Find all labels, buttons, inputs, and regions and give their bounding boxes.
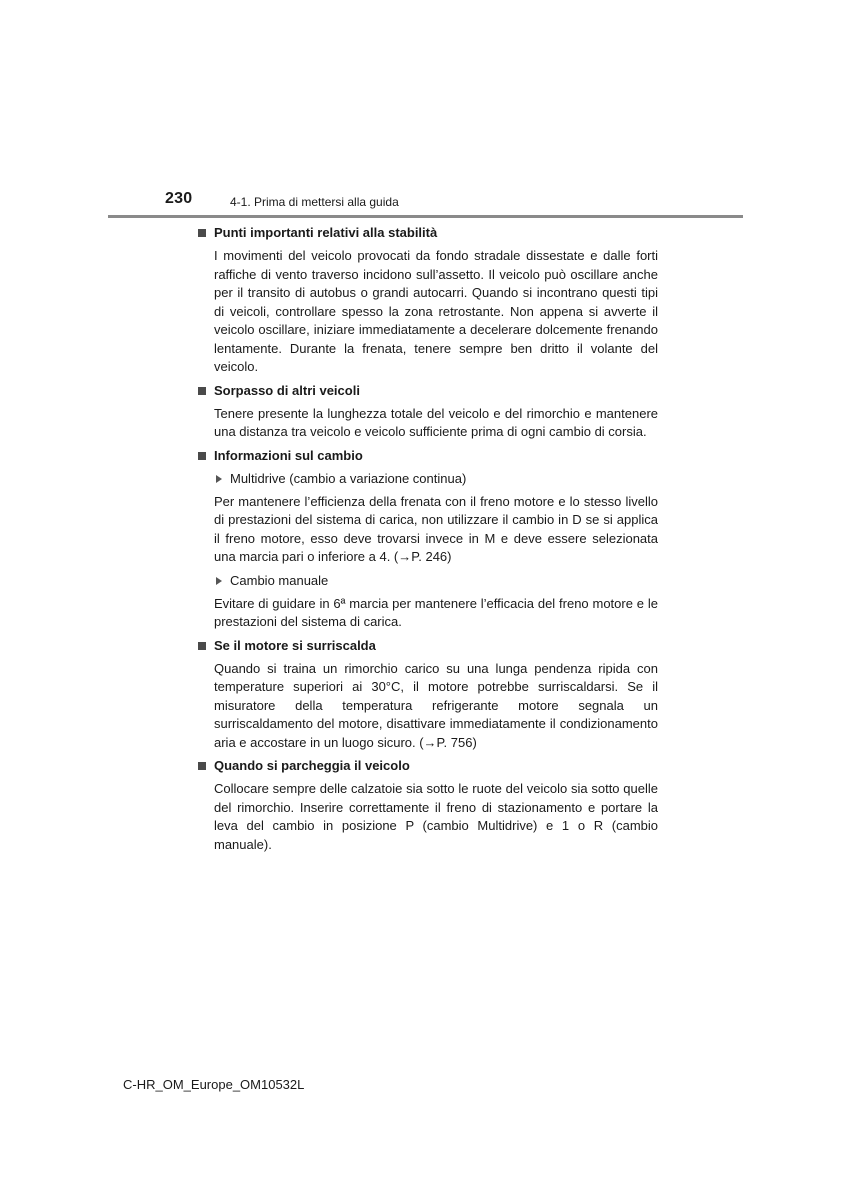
page-number: 230 (165, 190, 193, 207)
section-heading-text: Quando si parcheggia il veicolo (214, 758, 410, 773)
page-header (0, 0, 848, 220)
body-paragraph: Quando si traina un rimorchio carico su una lunga pendenza ripida con temperature superiori ai 30°C, il motore potrebbe surriscaldarsi. Se il misuratore della temperatura refrigerante motore segnala un surriscaldamento del motore, disattivare immediatamente il condizionamento aria e accostare in un luogo sicuro. (→P. 756) (214, 660, 658, 750)
square-bullet-icon (198, 387, 206, 395)
sub-bullet-text: Multidrive (cambio a variazione continua) (230, 470, 467, 486)
section-heading-text: Punti importanti relativi alla stabilità (214, 225, 438, 240)
body-paragraph: Tenere presente la lunghezza totale del veicolo e del rimorchio e mantenere una distanza tra veicolo e veicolo sufficiente prima di ogni cambio di corsia. (214, 405, 658, 439)
body-paragraph: Collocare sempre delle calzatoie sia sotto le ruote del veicolo sia sotto quelle del rimorchio. Inserire correttamente il freno di stazionamento e portare la leva del cambio in posizione P (cambio Multidrive) e 1 o R (cambio manuale). (214, 781, 658, 852)
square-bullet-icon (198, 762, 206, 770)
section-heading (198, 757, 658, 775)
page-content (198, 224, 658, 859)
square-bullet-icon (198, 229, 206, 237)
square-bullet-icon (198, 642, 206, 650)
body-paragraph: Per mantenere l’efficienza della frenata con il freno motore e lo stesso livello di prestazioni del sistema di carica, non utilizzare il cambio in D se si applica il freno motore, esso deve trovarsi invece in M e deve essere selezionata una marcia pari o inferiore a 4. (→P. 246) (214, 493, 658, 564)
sub-bullet (214, 470, 658, 488)
section-heading-text: Sorpasso di altri veicoli (214, 382, 360, 398)
triangle-bullet-icon (216, 475, 222, 483)
section-heading-text: Se il motore si surriscalda (214, 637, 376, 653)
section-title: 4-1. Prima di mettersi alla guida (230, 195, 399, 209)
triangle-bullet-icon (216, 577, 222, 585)
square-bullet-icon (198, 452, 206, 460)
header-divider (108, 215, 743, 218)
section-heading (198, 447, 658, 465)
sub-bullet-text: Cambio manuale (230, 572, 329, 588)
section-heading-text: Informazioni sul cambio (214, 447, 363, 463)
body-paragraph: Evitare di guidare in 6ª marcia per mantenere l’efficacia del freno motore e le prestazioni del sistema di carica. (214, 595, 658, 629)
body-paragraph: I movimenti del veicolo provocati da fondo stradale dissestate e dalle forti raffiche di vento traverso incidono sull’assetto. Il veicolo può oscillare anche per il transito di autobus o grandi autocarri. Quando si incontrano questi tipi di veicoli, controllare spesso la zona retrostante. Non appena si avverte il veicolo oscillare, iniziare immediatamente a decelerare dolcemente frenando lentamente. Durante la frenata, tenere sempre ben dritto il volante del veicolo. (214, 248, 658, 374)
sub-bullet (214, 572, 658, 590)
document-code: C-HR_OM_Europe_OM10532L (123, 1077, 305, 1092)
section-heading (198, 382, 658, 400)
section-heading (198, 637, 658, 655)
section-heading (198, 224, 658, 242)
